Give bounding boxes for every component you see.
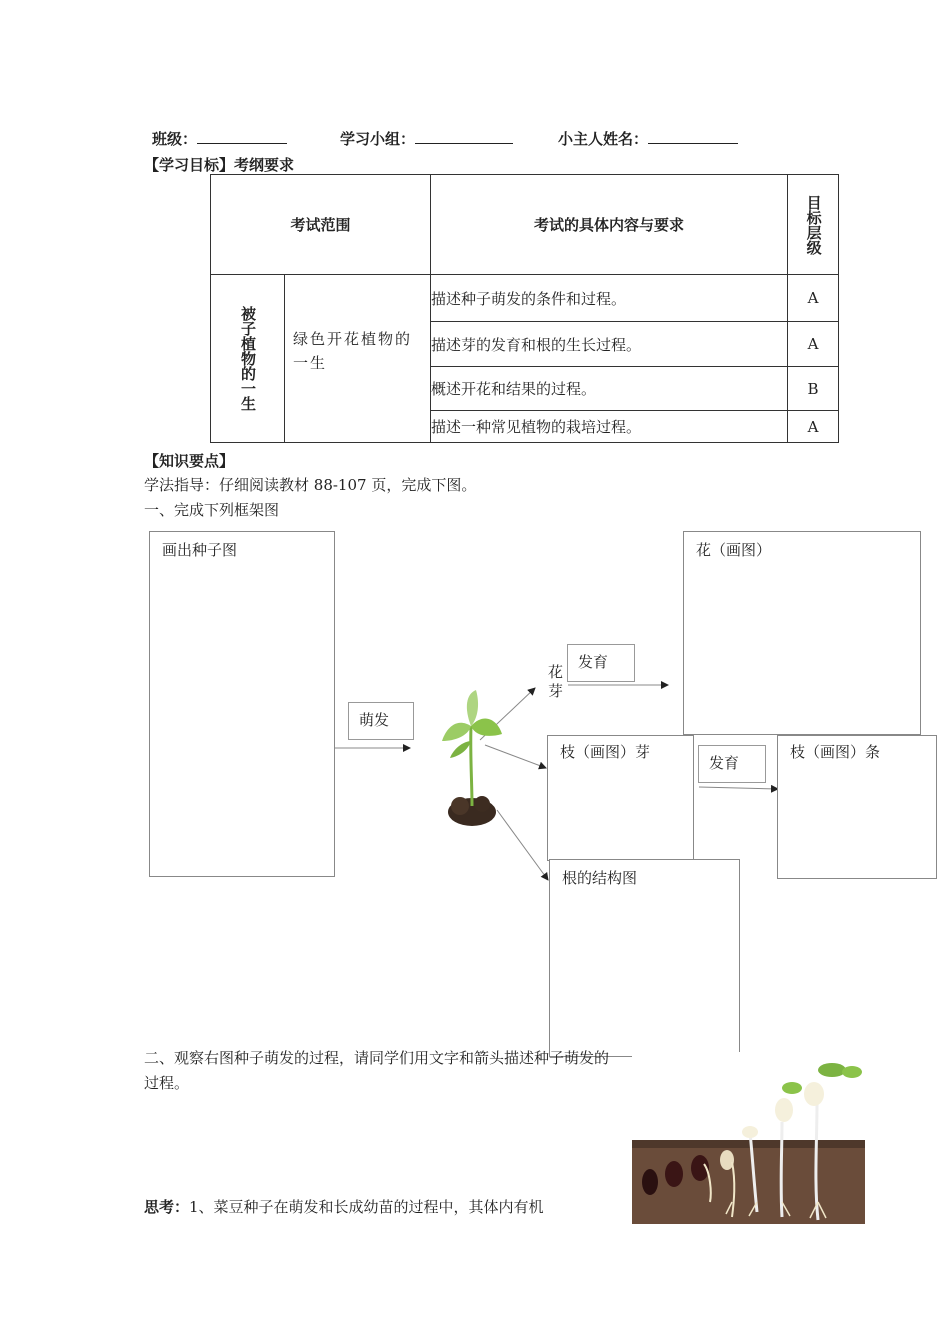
header-level-text: 目标层级 [804,194,823,255]
develop-tag-1: 发育 [567,644,635,682]
goals-heading: 【学习目标】考纲要求 [144,156,295,174]
row-content: 描述芽的发育和根的生长过程。 [431,322,788,367]
root-drawing-box[interactable] [549,859,740,1057]
scope-sub-cell: 绿色开花植物的一生 [285,275,431,443]
row-content: 描述种子萌发的条件和过程。 [431,275,788,322]
germination-process-image [632,1052,865,1224]
think-label: 思考： [144,1198,190,1216]
section2-text: 二、观察右图种子萌发的过程，请同学们用文字和箭头描述种子萌发的过程。 [144,1049,610,1092]
seed-drawing-box[interactable] [149,531,335,877]
arrow-develop-branch [699,787,778,789]
header-scope: 考试范围 [211,175,431,275]
knowledge-heading: 【知识要点】 [144,452,235,470]
row-level: A [788,411,839,443]
flower-bud-label: 花芽 [548,663,564,700]
group-label: 学习小组： [340,130,416,148]
branch-bud-label: 枝（画图）芽 [560,743,651,761]
seed-box-label: 画出种子图 [162,541,238,559]
seedling-icon [430,686,510,836]
develop-tag-2: 发育 [698,745,766,783]
germinate-tag: 萌发 [348,702,414,740]
scope-main-text: 被子植物的一生 [239,306,257,411]
class-label: 班级： [152,130,198,148]
think-text: 1、菜豆种子在萌发和长成幼苗的过程中，其体内有机 [189,1198,544,1216]
header-content: 考试的具体内容与要求 [431,175,788,275]
section1-title: 一、完成下列框架图 [144,501,280,519]
root-box-label: 根的结构图 [562,869,638,887]
row-level: A [788,275,839,322]
name-label: 小主人姓名： [558,130,649,148]
row-level: A [788,322,839,367]
row-content: 概述开花和结果的过程。 [431,367,788,411]
flower-drawing-box[interactable] [683,531,921,735]
branch-box-label: 枝（画图）条 [790,743,881,761]
study-guide: 学法指导：仔细阅读教材 88-107 页，完成下图。 [144,476,477,494]
row-content: 描述一种常见植物的栽培过程。 [431,411,788,443]
flower-box-label: 花（画图） [696,541,772,559]
row-level: B [788,367,839,411]
think-line [144,1196,544,1217]
